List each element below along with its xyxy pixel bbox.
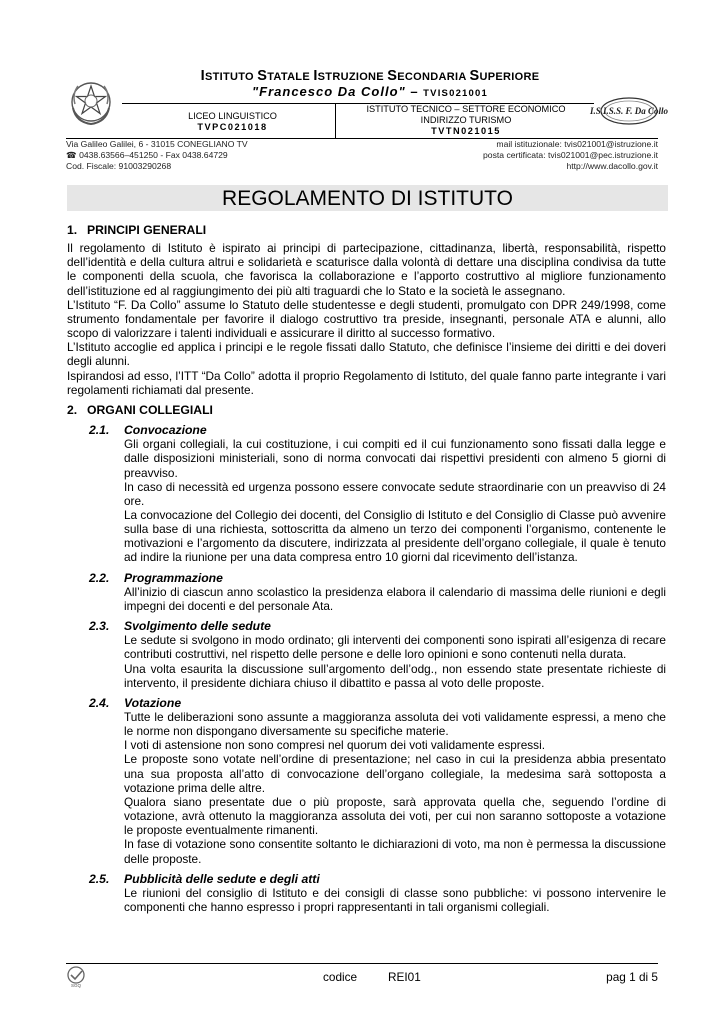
address: Via Galileo Galilei, 6 - 31015 CONEGLIANO TV bbox=[66, 139, 248, 149]
pec-link[interactable]: posta certificata: tvis021001@pec.istruzione.it bbox=[483, 150, 658, 161]
isis-logo bbox=[589, 96, 669, 126]
subsection bbox=[67, 571, 666, 613]
paragraph: Qualora siano presentate due o più proposte, sarà approvata quella che, seguendo l’ordine di votazione, avrà ottenuto la maggioranza assoluta dei voti, per cui non saranno sottoposte a votazione le proposte eventualmente rimanenti. bbox=[124, 794, 666, 838]
quality-logo-icon bbox=[64, 966, 90, 988]
paragraph: Gli organi collegiali, la cui costituzione, i cui compiti ed il cui funzionamento sono fissati dalla legge e dalle disposizioni ministeriali, sono di norma convocati dai rispettivi presidenti con almeno 5 giorni di preavviso. bbox=[124, 437, 666, 480]
website-link[interactable]: http://www.dacollo.gov.it bbox=[566, 161, 658, 172]
email-link[interactable]: mail istituzionale: tvis021001@istruzione.it bbox=[496, 139, 658, 149]
fiscal-code: Cod. Fiscale: 91003290268 bbox=[66, 161, 172, 172]
paragraph: Le proposte sono votate nell’ordine di presentazione; nel caso in cui la presidenza abbia presentato una sua proposta all’atto di convocazione dell’organo collegiale, la medesima sarà sottoposta a votazione prima delle altre. bbox=[124, 752, 666, 795]
subsection-heading: 2.5. Pubblicità delle sedute e degli atti bbox=[89, 871, 320, 886]
institute-name: ISTITUTO STATALE ISTRUZIONE SECONDARIA SUPERIORE bbox=[200, 68, 540, 84]
paragraph: All’inizio di ciascun anno scolastico la presidenza elabora il calendario di massima delle riunioni e degli impegni dei docenti e del personale Ata. bbox=[124, 584, 666, 613]
paragraph: Le riunioni del consiglio di Istituto e dei consigli di classe sono pubbliche: vi possono intervenire le componenti che hanno espresso i propri rappresentanti in tali organismi collegiali. bbox=[124, 885, 666, 915]
right-branch: ISTITUTO TECNICO – SETTORE ECONOMICO INDIRIZZO TURISMO TVTN021015 bbox=[366, 104, 566, 136]
left-branch: LICEO LINGUISTICO TVPC021018 bbox=[188, 111, 277, 132]
school-code: TVIS021001 bbox=[423, 88, 488, 99]
footer-code-label: codice bbox=[323, 970, 358, 984]
contact-left bbox=[66, 139, 356, 173]
section-2-body bbox=[67, 423, 666, 914]
paragraph: L’Istituto accoglie ed applica i principi e le regole fissati dallo Statuto, che definisce l’insieme dei diritti e dei doveri degli alunni. bbox=[67, 340, 666, 369]
school-name-line bbox=[120, 84, 620, 99]
paragraph: L’Istituto “F. Da Collo” assume lo Statuto delle studentesse e degli studenti, promulgato con DPR 249/1998, come strumento fondamentale per favorire il dialogo costruttivo tra preside, insegnanti, personale ATA e alunni, allo scopo di valorizzare i talenti individuali e assicurare il diritto al successo formativo. bbox=[67, 297, 666, 341]
paragraph: I voti di astensione non sono compresi nel quorum dei voti validamente espressi. bbox=[124, 738, 545, 753]
subsection-heading: 2.4. Votazione bbox=[89, 695, 182, 710]
subsection bbox=[67, 872, 666, 914]
republic-emblem-icon bbox=[66, 74, 116, 128]
page-number: pag 1 di 5 bbox=[606, 970, 658, 984]
paragraph: Ispirandosi ad esso, l’ITT “Da Collo” adotta il proprio Regolamento di Istituto, del quale fanno parte integrante i vari regolamenti richiamati dal presente. bbox=[67, 368, 666, 397]
paragraph: In fase di votazione sono consentite soltanto le dichiarazioni di voto, ma non è permessa la discussione delle proposte. bbox=[124, 837, 666, 866]
paragraph: Le sedute si svolgono in modo ordinato; gli interventi dei componenti sono ispirati all’esigenza di recare contributi costruttivi, nel rispetto delle persone e delle loro opinioni e sono contenuti nella durata. bbox=[124, 633, 666, 662]
school-dash: – bbox=[410, 84, 419, 99]
isis-logo-text: I.S.I.S.S. F. Da Collo bbox=[589, 106, 669, 116]
document-body bbox=[67, 220, 666, 914]
school-name: "Francesco Da Collo" bbox=[251, 84, 406, 99]
paragraph: Tutte le deliberazioni sono assunte a maggioranza assoluta dei voti validamente espressi, a meno che le norme non dispongano diversamente su specifiche materie. bbox=[124, 710, 666, 739]
left-branch-code: TVPC021018 bbox=[197, 122, 268, 132]
subsection-heading: 2.1. Convocazione bbox=[89, 423, 207, 438]
footer-rule bbox=[66, 963, 658, 964]
paragraph: Una volta esaurita la discussione sull’argomento dell’odg., non essendo state presentate richieste di intervento, il presidente dichiara chiuso il dibattito e passa al voto delle proposte. bbox=[124, 661, 666, 690]
quality-logo-text: SGQ bbox=[70, 983, 82, 988]
section-heading: 2. ORGANI COLLEGIALI bbox=[67, 402, 213, 417]
subsection-heading: 2.2. Programmazione bbox=[89, 570, 223, 585]
phone: ☎ 0438.63566–451250 - Fax 0438.64729 bbox=[66, 150, 228, 161]
header-divider bbox=[335, 103, 336, 138]
page-title: REGOLAMENTO DI ISTITUTO bbox=[67, 185, 668, 211]
subsection-heading: 2.3. Svolgimento delle sedute bbox=[89, 619, 271, 634]
paragraph: Il regolamento di Istituto è ispirato ai principi di partecipazione, cittadinanza, libertà, responsabilità, rispetto dell’identità e della cultura altrui e solidarietà e scaturisce dalla volontà di dettare una disciplina condivisa da tutte le componenti della scuola, che favorisca la collaborazione e l’apporto costruttivo al migliore funzionamento dell’istituzione ed al raggiungimento dei più alti traguardi che lo Stato e la società le assegnano. bbox=[67, 241, 666, 298]
section-heading: 1. PRINCIPI GENERALI bbox=[67, 223, 207, 237]
paragraph: La convocazione del Collegio dei docenti, del Consiglio di Istituto e del Consiglio di Classe può avvenire sulla base di una richiesta, sottoscritta da almeno un terzo dei componenti l’organismo, contenente le motivazioni e l’argomento da discutere, indirizzata al presidente dell’organo collegiale, il quale è tenuto ad indire la riunione per una data compresa entro 10 giorni dal ricevimento dell’istanza. bbox=[124, 507, 666, 565]
subsection bbox=[67, 696, 666, 866]
subsection bbox=[67, 423, 666, 565]
footer-code-value: REI01 bbox=[388, 970, 421, 984]
right-branch-code: TVTN021015 bbox=[431, 126, 501, 136]
section-1-body bbox=[67, 241, 666, 397]
subsection bbox=[67, 619, 666, 690]
paragraph: In caso di necessità ed urgenza possono essere convocate sedute straordinarie con un preavviso di 24 ore. bbox=[124, 479, 666, 508]
contact-right bbox=[360, 139, 658, 173]
